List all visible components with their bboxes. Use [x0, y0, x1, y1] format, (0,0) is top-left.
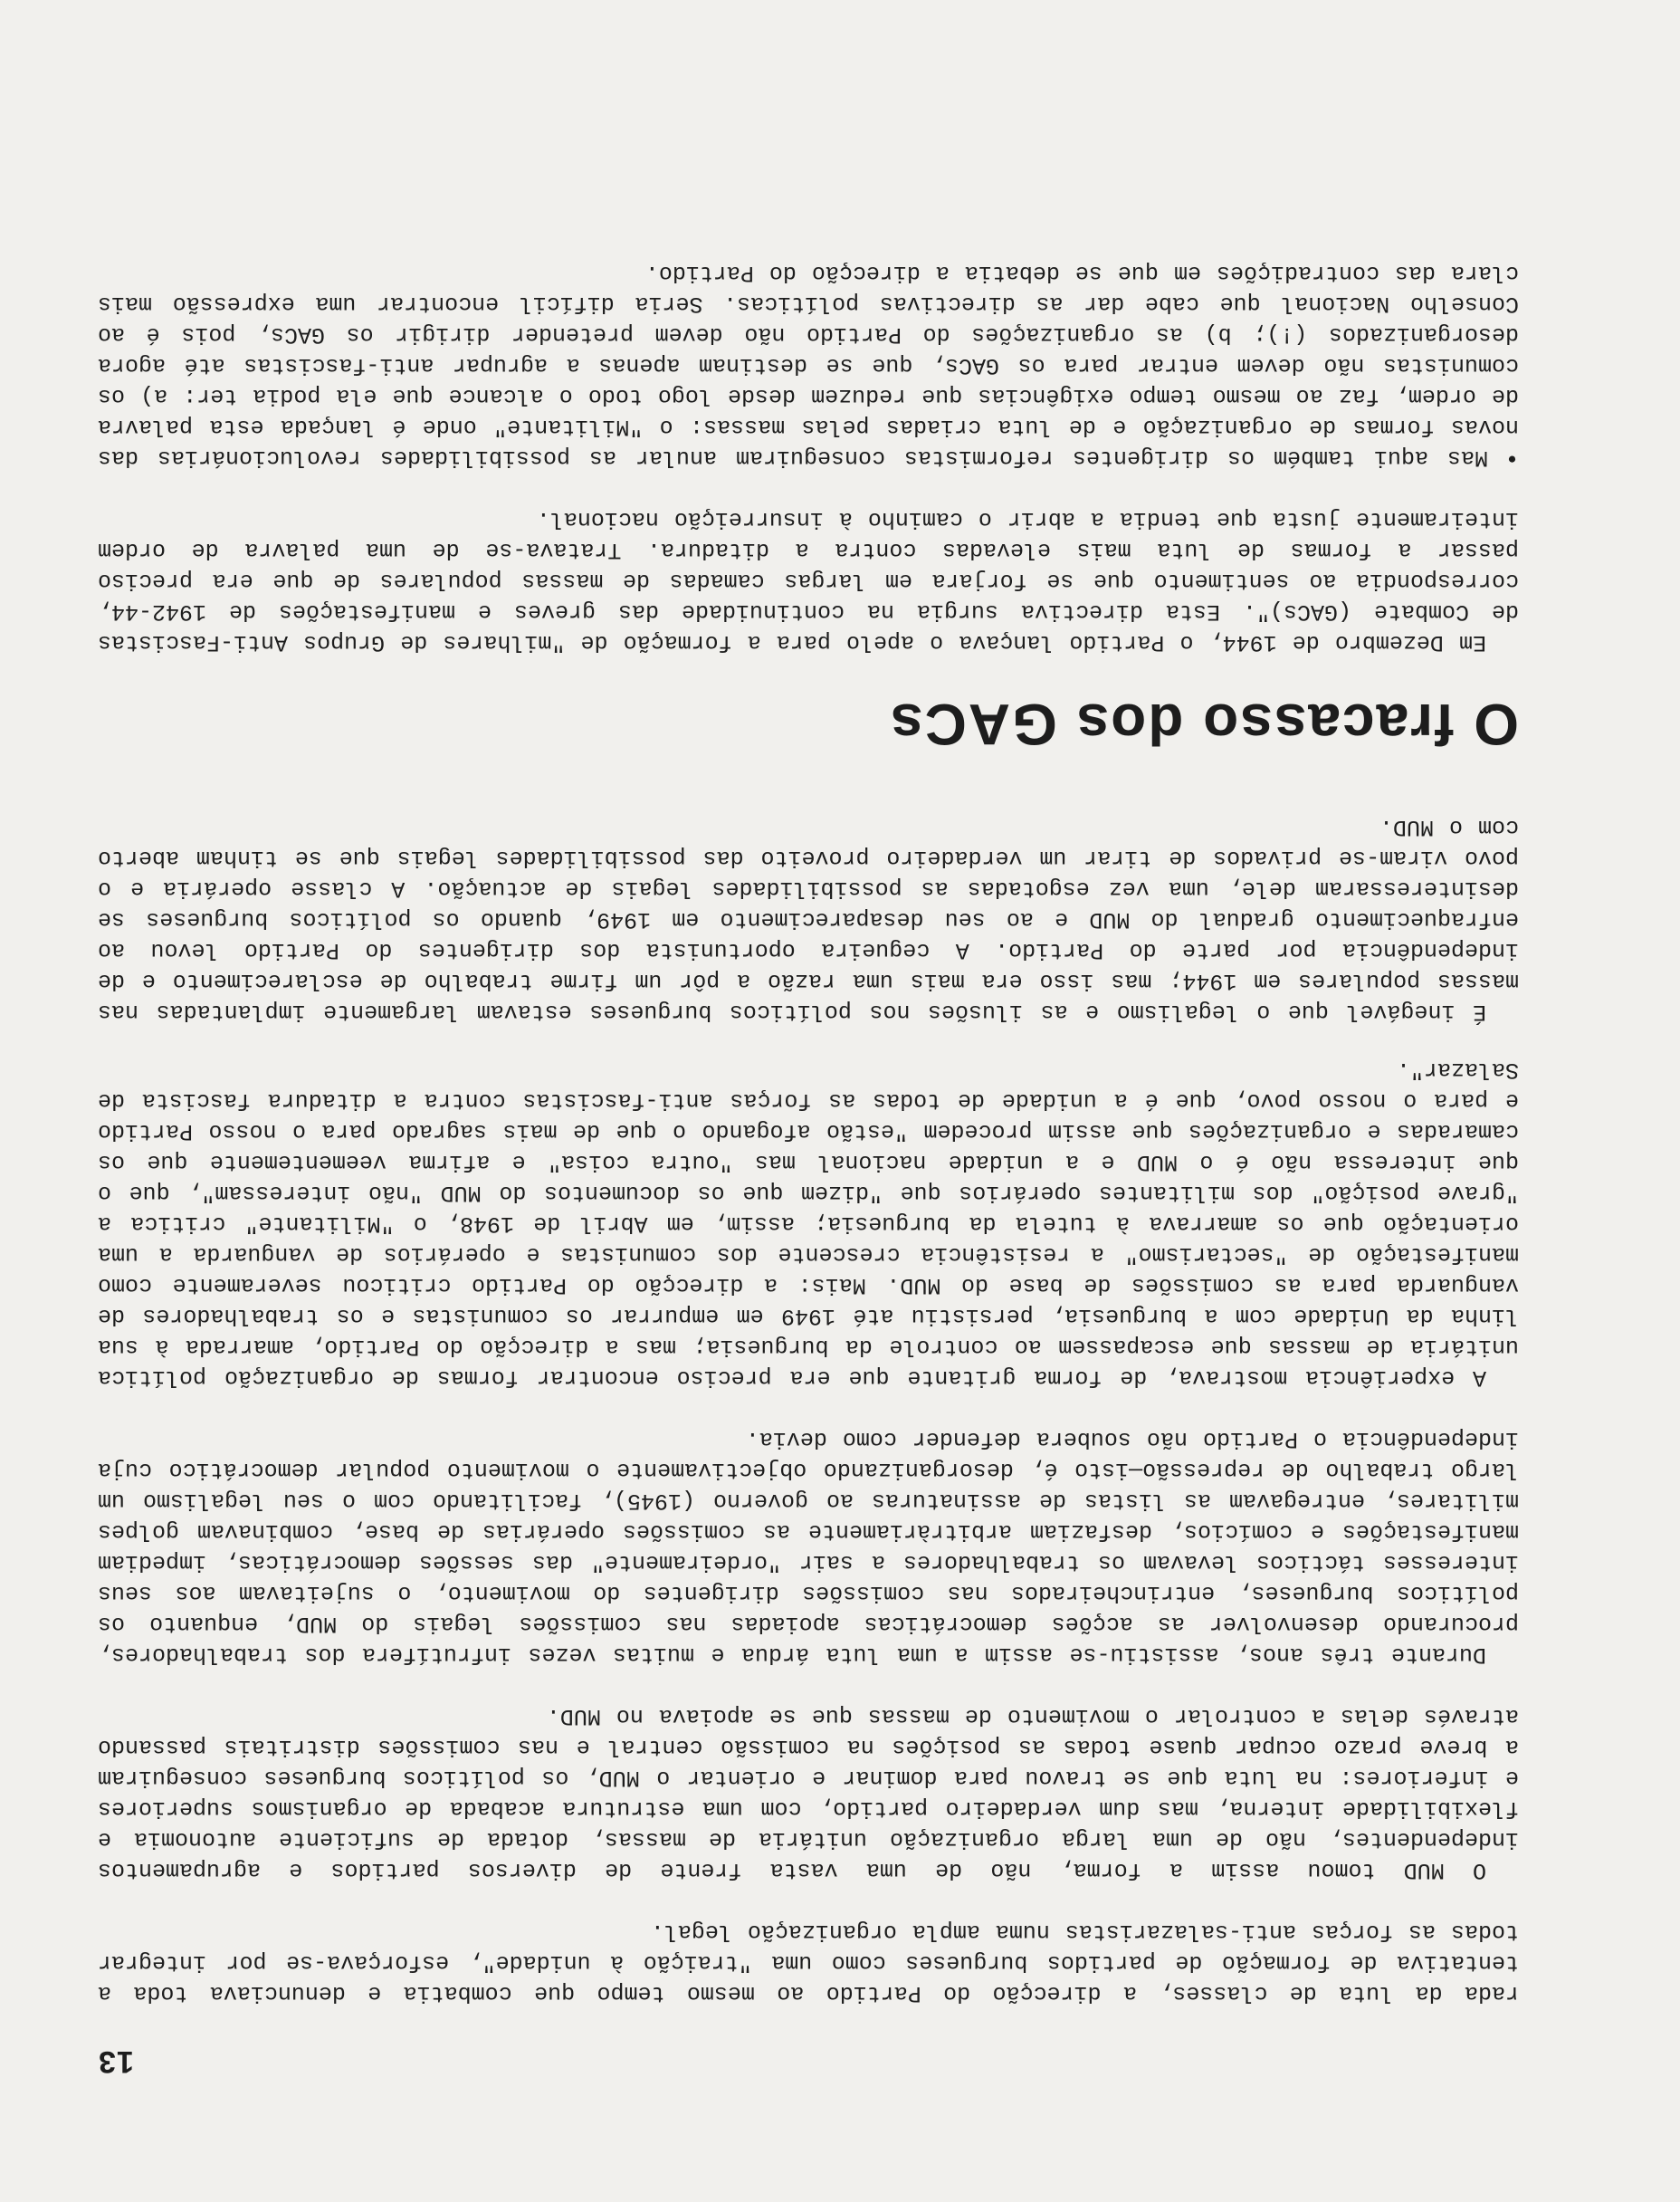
section-heading: O fracasso dos GACs	[889, 692, 1519, 757]
paragraph-7-text: Mas aqui também os dirigentes reformistas conseguiram anular as possibilidades revolucionárias das novas formas de organização e de luta criadas pelas massas: o "Militante" onde é lançada esta palavra de ordem, faz ao mesmo tempo exigências que reduzem desde logo todo o alcance que ela podia ter: a) os comunistas não devem entrar para os GACs, que se destinam apenas a agrupar anti-fascistas até agora desorganizados (!); b) as organizações do Partido não devem pretender dirigir os GACs, pois é ao Conselho Nacional que cabe dar as directivas políticas. Seria difícil encontrar uma expressão mais clara das contradições em que se debatia a direcção do Partido.	[81, 260, 1519, 471]
paragraph-7	[81, 257, 1519, 473]
paragraph-4: A experiência mostrava, de forma gritante que era preciso encontrar formas de organização política unitária de massas que escapassem ao controle da burguesia; mas a direcção do Partido, amarrada à sua linha da Unidade com a burguesia, persistiu até 1949 em empurrar os comunistas e os trabalhadores de vanguarda para as comissões de base do MUD. Mais: a direcção do Partido criticou severamente como manifestação de "sectarismo" a resistência crescente dos comunistas e operários de vanguarda a uma orientação que os amarrava à tutela da burguesia; assim, em Abril de 1948, o "Militante" critica a "grave posição" dos militantes operários que "dizem que os documentos do MUD "não interessam", que o que interessa não é o MUD e a unidade nacional mas "outra coisa" e afirma veementemente que os camaradas e organizações que assim procedem "estão afogando o que de mais sagrado para o nosso Partido e para o nosso povo, que é a unidade de todas as forças anti-fascistas contra a ditadura fascista de Salazar".	[81, 1057, 1519, 1391]
bullet-icon: •	[1504, 445, 1519, 471]
paragraph-1: rada da luta de classes, a direcção do Partido ao mesmo tempo que combatia e denunciava toda a tentativa de formação de partidos burgueses como uma "traição à unidade", esforçava-se por integrar todas as forças anti-salazaristas numa ampla organização legal.	[81, 1919, 1519, 2006]
page-content	[81, 257, 1519, 2079]
paragraph-5: É inegável que o legalismo e as ilusões nos políticos burgueses estavam largamente implantadas nas massas populares em 1944; mas isso era mais uma razão a pôr um firme trabalho de esclarecimento e de independência por parte do Partido. A cegueira oportunista dos dirigentes do Partido levou ao enfraquecimento gradual do MUD e ao seu desaparecimento em 1949, quando os políticos burgueses se desinteressaram dele, uma vez esgotadas as possibilidades legais de actuação. A classe operária e o povo viram-se privados de tirar um verdadeiro proveito das possibilidades legais que se tinham aberto com o MUD.	[81, 814, 1519, 1025]
page-number: 13	[98, 2044, 134, 2079]
paragraph-3: Durante três anos, assistiu-se assim a uma luta árdua e muitas vezes infrutífera dos trabalhadores, procurando desenvolver as acções democráticas apoiadas nas comissões legais do MUD, enquanto os políticos burgueses, entrincheirados nas comissões dirigentes do movimento, o sujeitavam aos seus interesses tácticos levavam os trabalhadores a sair "ordeiramente" das sessões democráticas, impediam manifestações e comícios, desfaziam arbitràriamente as comissões operárias de base, combinavam golpes militares, entregavam as listas de assinaturas ao governo (1945), facilitando com o seu legalismo um largo trabalho de repressão—isto é, desorganizando objectivamente o movimento popular democrático cuja independência o Partido não soubera defender como devia.	[81, 1426, 1519, 1668]
paragraph-6: Em Dezembro de 1944, o Partido lançava o apelo para a formação de "milhares de Grupos Anti-Fascistas de Combate (GACs)". Esta directiva surgia na continuidade das greves e manifestações de 1942-44, correspondia ao sentimento que se forjara em largas camadas de massas populares de que era preciso passar a formas de luta mais elevadas contra a ditadura. Tratava-se de uma palavra de ordem inteiramente justa que tendia a abrir o caminho à insurreição nacional.	[81, 506, 1519, 656]
paragraph-2: O MUD tomou assim a forma, não de uma vasta frente de diversos partidos e agrupamentos independentes, não de uma larga organização unitária de massas, dotada de suficiente autonomia e flexibilidade interna, mas dum verdadeiro partido, com uma estrutura acabada de organismos superiores e inferiores: na luta que se travou para dominar e orientar o MUD, os políticos burgueses conseguiram a breve prazo ocupar quase todas as posições na comissão central e nas comissões distritais passando através delas a controlar o movimento de massas que se apoiava no MUD.	[81, 1703, 1519, 1883]
